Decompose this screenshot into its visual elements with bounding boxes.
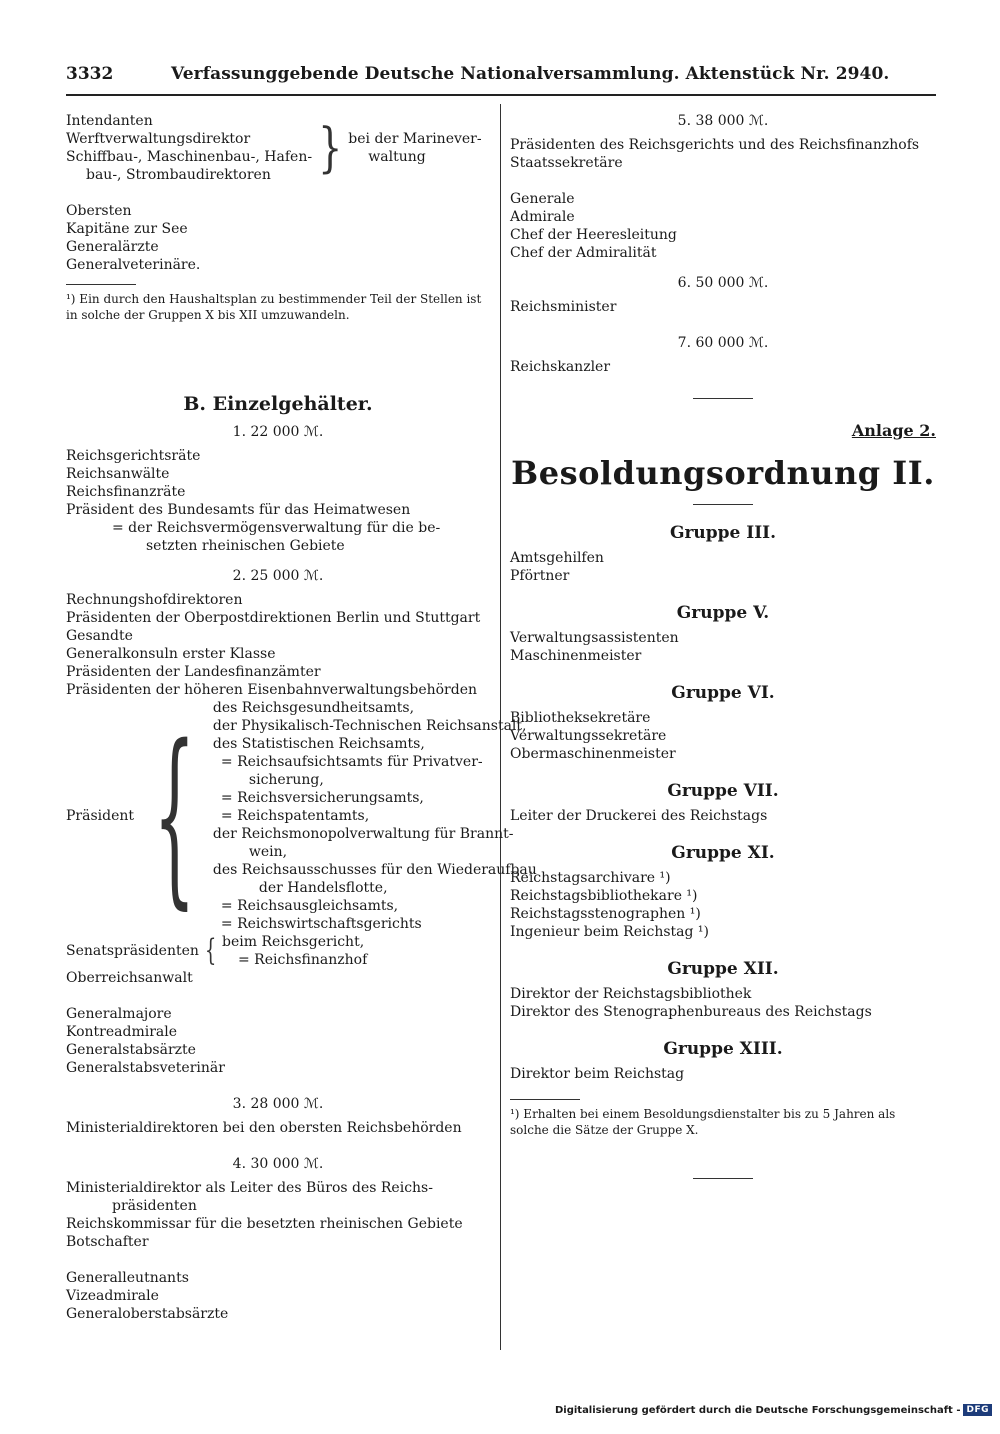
list-item: Amtsgehilfen xyxy=(510,550,604,566)
list-item: Botschafter xyxy=(66,1234,149,1250)
list-item: = Reichsaufsichtsamts für Privatver- xyxy=(220,754,483,770)
list-item: Reichsgerichtsräte xyxy=(66,448,201,464)
list-item: Staatssekretäre xyxy=(510,155,623,171)
list-item: Vizeadmirale xyxy=(66,1288,159,1304)
document-title: Besoldungsordnung II. xyxy=(511,454,935,492)
list-item: Verwaltungssekretäre xyxy=(510,728,667,744)
list-item: wein, xyxy=(248,844,288,860)
list-item: Ingenieur beim Reichstag ¹) xyxy=(510,924,709,940)
list-item: Chef der Admiralität xyxy=(510,245,657,261)
list-item: Generale xyxy=(510,191,575,207)
list-item: Reichstagsbibliothekare ¹) xyxy=(510,888,698,904)
marine-block xyxy=(66,112,490,184)
group-heading: Gruppe XII. xyxy=(667,959,779,979)
list-item: der Reichsmonopolverwaltung für Brannt- xyxy=(212,826,514,842)
list-item: Direktor der Reichstagsbibliothek xyxy=(510,986,752,1002)
list-item: Reichsfinanzräte xyxy=(66,484,186,500)
list-item: Generalmajore xyxy=(66,1006,172,1022)
brace-target: waltung xyxy=(368,149,426,165)
group-heading: Gruppe III. xyxy=(669,523,777,543)
list-item: Direktor beim Reichstag xyxy=(510,1066,685,1082)
amount-heading: 5. 38 000 ℳ. xyxy=(677,113,769,129)
list-item: Leiter der Druckerei des Reichstags xyxy=(510,808,768,824)
list-item: Reichstagsarchivare ¹) xyxy=(510,870,671,886)
header-rule xyxy=(66,94,936,96)
list-item: Chef der Heeresleitung xyxy=(510,227,677,243)
anlage-label: Anlage 2. xyxy=(851,421,936,440)
footnote: ¹) Ein durch den Haushaltsplan zu bestimmender Teil der Stellen ist in solche der Gruppen X bis XII umzuwandeln. xyxy=(66,292,482,322)
list-item: = Reichsversicherungsamts, xyxy=(220,790,424,806)
list-item: Reichskommissar für die besetzten rheinischen Gebiete xyxy=(66,1216,463,1232)
list-item: Verwaltungsassistenten xyxy=(510,630,679,646)
list-item: beim Reichsgericht, xyxy=(222,934,365,950)
list-item: des Reichsgesundheitsamts, xyxy=(212,700,415,716)
list-item: des Reichsausschusses für den Wiederaufbau xyxy=(212,862,537,878)
list-item: Ministerialdirektor als Leiter des Büros des Reichs- xyxy=(66,1180,433,1196)
dfg-credit xyxy=(555,1404,992,1416)
left-column xyxy=(66,112,537,1323)
list-item: Gesandte xyxy=(66,628,133,644)
list-item: bau-, Strombaudirektoren xyxy=(86,167,271,183)
list-item: Obersten xyxy=(66,203,132,219)
list-item: Kontreadmirale xyxy=(66,1024,177,1040)
section-rule xyxy=(693,1178,753,1179)
list-item: Reichstagsstenographen ¹) xyxy=(510,906,701,922)
list-item: Präsidenten des Reichsgerichts und des Reichsfinanzhofs xyxy=(510,137,920,153)
list-item: Präsident des Bundesamts für das Heimatwesen xyxy=(66,502,411,518)
list-item: = Reichsausgleichsamts, xyxy=(220,898,399,914)
praesident-label: Präsident xyxy=(66,808,135,824)
list-item: Präsidenten der Oberpostdirektionen Berlin und Stuttgart xyxy=(66,610,481,626)
list-item: Schiffbau-, Maschinenbau-, Hafen- xyxy=(66,149,313,165)
senat-block xyxy=(66,933,490,969)
list-item: Präsidenten der Landesfinanzämter xyxy=(66,664,321,680)
amount-heading: 7. 60 000 ℳ. xyxy=(677,335,769,351)
list-item: = Reichsfinanzhof xyxy=(238,952,368,968)
footnote-rule xyxy=(66,284,136,285)
list-item: Generalveterinäre. xyxy=(66,257,201,273)
amount-heading: 3. 28 000 ℳ. xyxy=(232,1096,324,1112)
list-item: = Reichswirtschaftsgerichts xyxy=(220,916,422,932)
group-heading: Gruppe XI. xyxy=(671,843,775,863)
footnote: ¹) Erhalten bei einem Besoldungsdienstalter bis zu 5 Jahren als solche die Sätze der Gruppe X. xyxy=(510,1107,896,1137)
list-item: Maschinenmeister xyxy=(510,648,642,664)
list-item: = der Reichsvermögensverwaltung für die be- xyxy=(112,520,441,536)
list-item: Direktor des Stenographenbureaus des Reichstags xyxy=(510,1004,872,1020)
brace: { xyxy=(204,933,217,968)
brace: { xyxy=(153,705,196,926)
right-column xyxy=(510,112,936,1201)
senat-label: Senatspräsidenten xyxy=(66,943,199,959)
list-item: Generaloberstabsärzte xyxy=(66,1306,229,1322)
amount-heading: 4. 30 000 ℳ. xyxy=(232,1156,324,1172)
credit-text: Digitalisierung gefördert durch die Deutsche Forschungsgemeinschaft - xyxy=(554,1404,961,1416)
page-header xyxy=(66,64,936,90)
group-heading: Gruppe V. xyxy=(676,603,770,623)
praesident-block xyxy=(66,699,537,933)
list-item: Generalleutnants xyxy=(66,1270,189,1286)
dfg-logo-icon: DFG xyxy=(963,1404,992,1416)
list-item: Bibliotheksekretäre xyxy=(510,710,651,726)
section-rule xyxy=(693,398,753,399)
list-item: Reichskanzler xyxy=(510,359,611,375)
list-item: Reichsminister xyxy=(510,299,617,315)
brace-target: bei der Marinever- xyxy=(348,131,482,147)
list-item: Generalärzte xyxy=(66,239,159,255)
list-item: der Physikalisch-Technischen Reichsanstalt, xyxy=(212,718,527,734)
footnote-rule xyxy=(510,1099,580,1100)
list-item: Pförtner xyxy=(510,568,570,584)
list-item: Kapitäne zur See xyxy=(66,221,188,237)
brace: } xyxy=(318,117,343,179)
amount-heading: 2. 25 000 ℳ. xyxy=(232,568,324,584)
list-item: der Handelsflotte, xyxy=(258,880,388,896)
list-item: Generalkonsuln erster Klasse xyxy=(66,646,276,662)
running-title: Verfassunggebende Deutsche Nationalversammlung. Aktenstück Nr. 2940. xyxy=(171,64,890,84)
list-item: Präsidenten der höheren Eisenbahnverwaltungsbehörden xyxy=(66,682,478,698)
group-heading: Gruppe XIII. xyxy=(663,1039,783,1059)
amount-heading: 1. 22 000 ℳ. xyxy=(232,424,324,440)
list-item: präsidenten xyxy=(112,1198,197,1214)
group-heading: Gruppe VI. xyxy=(671,683,775,703)
list-item: = Reichspatentamts, xyxy=(220,808,370,824)
list-item: Rechnungshofdirektoren xyxy=(66,592,243,608)
group-heading: Gruppe VII. xyxy=(667,781,779,801)
list-item: setzten rheinischen Gebiete xyxy=(146,538,345,554)
amount-heading: 6. 50 000 ℳ. xyxy=(677,275,769,291)
list-item: Generalstabsveterinär xyxy=(66,1060,225,1076)
section-heading: B. Einzelgehälter. xyxy=(183,393,373,415)
list-item: Generalstabsärzte xyxy=(66,1042,196,1058)
list-item: des Statistischen Reichsamts, xyxy=(212,736,425,752)
list-item: Ministerialdirektoren bei den obersten Reichsbehörden xyxy=(66,1120,462,1136)
list-item: Intendanten xyxy=(66,113,153,129)
list-item: Obermaschinenmeister xyxy=(510,746,676,762)
title-rule xyxy=(693,504,753,505)
list-item: Reichsanwälte xyxy=(66,466,170,482)
list-item: sicherung, xyxy=(248,772,324,788)
list-item: Oberreichsanwalt xyxy=(66,970,193,986)
list-item: Admirale xyxy=(510,209,575,225)
list-item: Werftverwaltungsdirektor xyxy=(66,131,251,147)
page-number: 3332 xyxy=(66,64,114,84)
